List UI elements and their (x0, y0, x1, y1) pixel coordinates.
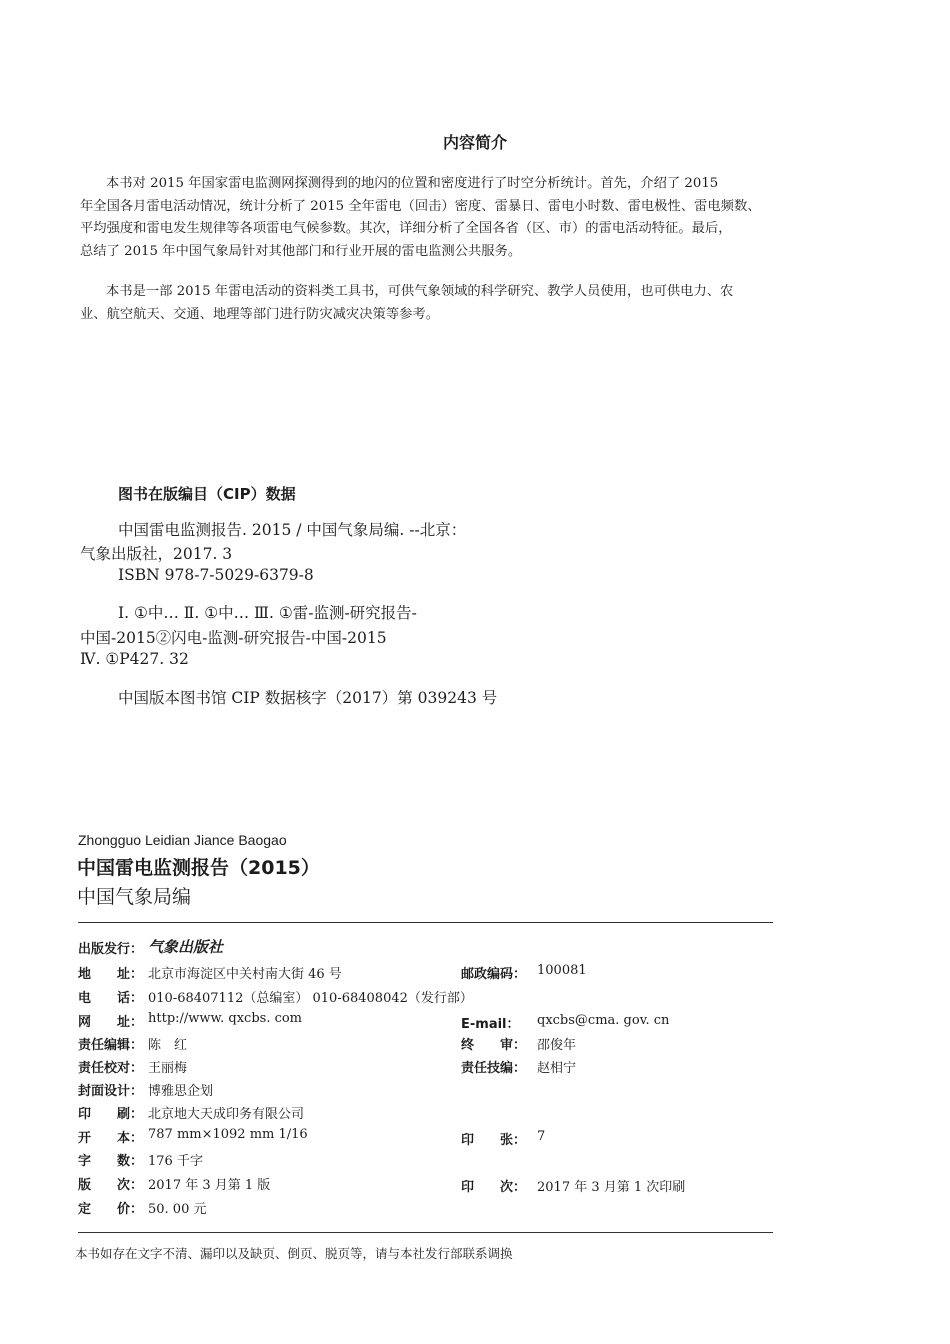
editor-value: 陈 红 (148, 1038, 188, 1053)
cover-design-label: 封面设计： (78, 1084, 144, 1099)
postcode-value: 100081 (537, 963, 587, 978)
intro-paragraph-2 (80, 281, 870, 326)
text-line: 总结了 2015 年中国气象局针对其他部门和行业开展的雷电监测公共服务。 (80, 244, 522, 260)
sheets-value: 7 (537, 1129, 546, 1144)
divider (78, 922, 773, 923)
address-label: 地 址： (78, 967, 144, 982)
edition-value: 2017 年 3 月第 1 版 (148, 1178, 271, 1193)
intro-paragraph-1 (80, 173, 870, 264)
publisher-logo: 气象出版社 (148, 938, 224, 956)
email-value: qxcbs@cma. gov. cn (537, 1013, 670, 1028)
address-value: 北京市海淀区中关村南大街 46 号 (148, 967, 342, 982)
quality-notice: 本书如存在文字不清、漏印以及缺页、倒页、脱页等，请与本社发行部联系调换 (75, 1246, 513, 1261)
words-label: 字 数： (78, 1154, 144, 1169)
book-editor: 中国气象局编 (77, 886, 192, 908)
phone-label: 电 话： (78, 991, 144, 1006)
text-line: 年全国各月雷电活动情况，统计分析了 2015 全年雷电（回击）密度、雷暴日、雷电小时数、雷电极性、雷电频数、 (80, 198, 761, 214)
edition-label: 版 次： (78, 1178, 144, 1193)
website-label: 网 址： (78, 1015, 144, 1030)
editor-label: 责任编辑： (78, 1038, 144, 1053)
text-line: 平均强度和雷电发生规律等各项雷电气候参数。其次，详细分析了全国各省（区、市）的雷电活动特征。最后， (80, 221, 732, 237)
cip-line: 中国雷电监测报告. 2015 / 中国气象局编. --北京： (118, 521, 467, 539)
intro-title: 内容简介 (442, 133, 507, 152)
book-pinyin-title: Zhongguo Leidian Jiance Baogao (78, 832, 287, 848)
final-review-label: 终 审： (461, 1038, 527, 1053)
cover-design-value: 博雅思企划 (148, 1084, 214, 1099)
format-label: 开 本： (78, 1131, 144, 1146)
divider (78, 1232, 773, 1233)
printer-label: 印 刷： (78, 1107, 144, 1122)
cip-title: 图书在版编目（CIP）数据 (118, 485, 296, 503)
format-value: 787 mm×1092 mm 1/16 (148, 1127, 308, 1142)
postcode-label: 邮政编码： (461, 967, 527, 982)
sheets-label: 印 张： (461, 1133, 527, 1148)
website-value: http://www. qxcbs. com (148, 1011, 303, 1026)
price-label: 定 价： (78, 1202, 144, 1217)
proofreader-label: 责任校对： (78, 1061, 144, 1076)
publisher-label: 出版发行： (78, 942, 144, 957)
printing-value: 2017 年 3 月第 1 次印刷 (537, 1180, 686, 1195)
email-label: E-mail： (461, 1017, 520, 1032)
cip-isbn: ISBN 978-7-5029-6379-8 (118, 566, 314, 584)
phone-value: 010-68407112（总编室） 010-68408042（发行部） (148, 991, 473, 1006)
cip-line: Ⅳ. ①P427. 32 (80, 650, 189, 668)
text-line: 本书对 2015 年国家雷电监测网探测得到的地闪的位置和密度进行了时空分析统计。首先，介绍了 2015 (106, 176, 719, 191)
book-title: 中国雷电监测报告（2015） (77, 857, 320, 879)
price-value: 50. 00 元 (148, 1202, 207, 1217)
printer-value: 北京地大天成印务有限公司 (148, 1107, 305, 1122)
printing-label: 印 次： (461, 1180, 527, 1195)
cip-record-number: 中国版本图书馆 CIP 数据核字（2017）第 039243 号 (118, 689, 498, 707)
tech-editor-value: 赵相宁 (537, 1061, 577, 1076)
proofreader-value: 王丽梅 (148, 1061, 188, 1076)
text-line: 业、航空航天、交通、地理等部门进行防灾减灾决策等参考。 (80, 306, 440, 322)
final-review-value: 邵俊年 (537, 1038, 577, 1053)
text-line: 本书是一部 2015 年雷电活动的资料类工具书，可供气象领域的科学研究、教学人员使用，也可供电力、农 (106, 284, 734, 299)
tech-editor-label: 责任技编： (461, 1061, 527, 1076)
words-value: 176 千字 (148, 1154, 203, 1169)
cip-line: Ⅰ. ①中… Ⅱ. ①中… Ⅲ. ①雷-监测-研究报告- (118, 604, 417, 622)
cip-line: 中国-2015②闪电-监测-研究报告-中国-2015 (80, 629, 387, 647)
cip-line: 气象出版社，2017. 3 (80, 545, 233, 563)
